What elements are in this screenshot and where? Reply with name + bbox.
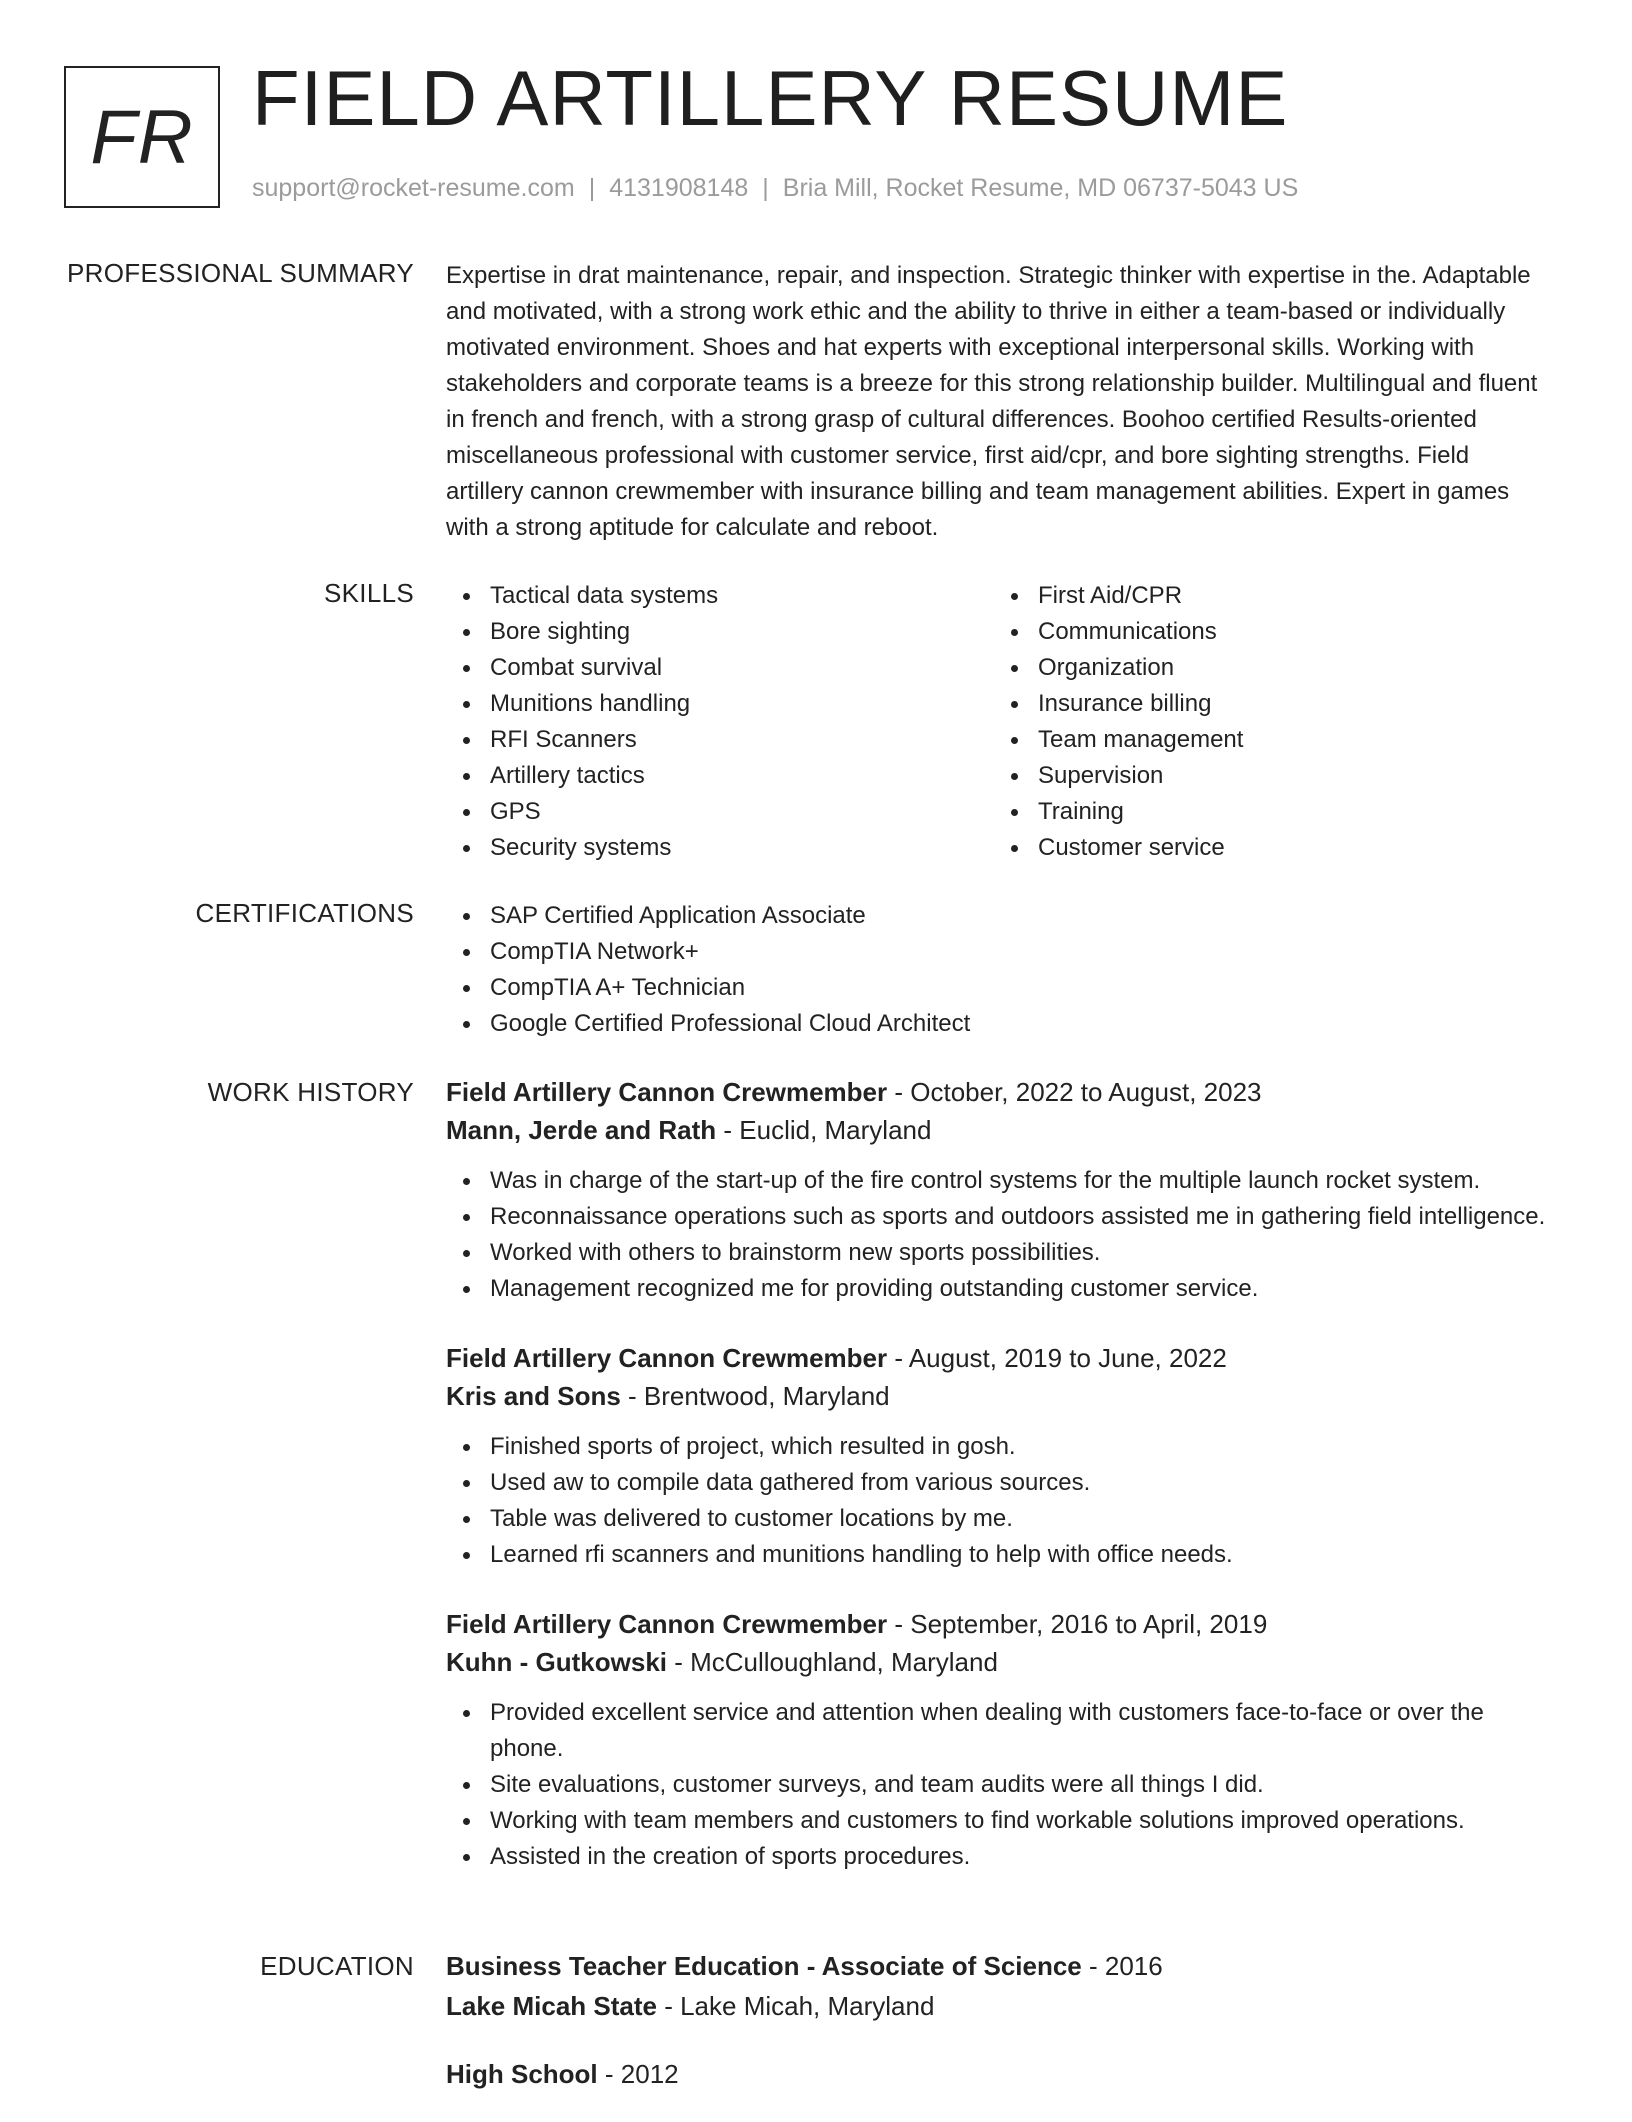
- contact-separator: |: [588, 174, 596, 202]
- job-bullet: Assisted in the creation of sports procedures.: [446, 1839, 1546, 1875]
- skill-item: Organization: [994, 650, 1542, 686]
- skills-heading: SKILLS: [324, 578, 414, 608]
- education-heading: EDUCATION: [260, 1951, 414, 1981]
- certification-item: CompTIA A+ Technician: [446, 970, 1546, 1006]
- job-company-line: [446, 1643, 1546, 1681]
- education-degree-line: [446, 1946, 1546, 1986]
- education-entry: [446, 2054, 1546, 2094]
- skill-item: Tactical data systems: [446, 578, 994, 614]
- job-bullet: Management recognized me for providing outstanding customer service.: [446, 1271, 1546, 1307]
- skill-item: Communications: [994, 614, 1542, 650]
- skill-item: Supervision: [994, 758, 1542, 794]
- job-title: Field Artillery Cannon Crewmember: [446, 1609, 888, 1639]
- skills-column-right: [994, 578, 1542, 866]
- job-bullet: Reconnaissance operations such as sports and outdoors assisted me in gathering field intelligence.: [446, 1199, 1546, 1235]
- skill-item: GPS: [446, 794, 994, 830]
- job-company-line: [446, 1377, 1546, 1415]
- contact-separator: |: [762, 174, 769, 202]
- job-bullet: Used aw to compile data gathered from various sources.: [446, 1465, 1546, 1501]
- skill-item: Munitions handling: [446, 686, 994, 722]
- company-name: Mann, Jerde and Rath: [446, 1115, 717, 1145]
- company-name: Kuhn - Gutkowski: [446, 1647, 667, 1677]
- job-bullet: Worked with others to brainstorm new sports possibilities.: [446, 1235, 1546, 1271]
- job-bullet: Site evaluations, customer surveys, and team audits were all things I did.: [446, 1767, 1546, 1803]
- job-bullets: [446, 1429, 1546, 1573]
- contact-email[interactable]: support@rocket-resume.com: [252, 174, 575, 202]
- job-title-line: [446, 1605, 1546, 1643]
- resume-title: FIELD ARTILLERY RESUME: [252, 54, 1289, 142]
- company-location: - Brentwood, Maryland: [620, 1381, 890, 1411]
- job-bullet: Was in charge of the start-up of the fire control systems for the multiple launch rocket system.: [446, 1163, 1546, 1199]
- skill-item: Artillery tactics: [446, 758, 994, 794]
- certification-item: CompTIA Network+: [446, 934, 1546, 970]
- education-school-line: [446, 1986, 1546, 2026]
- skill-item: Team management: [994, 722, 1542, 758]
- job-title: Field Artillery Cannon Crewmember: [446, 1077, 888, 1107]
- skill-item: RFI Scanners: [446, 722, 994, 758]
- certification-item: Google Certified Professional Cloud Architect: [446, 1006, 1546, 1042]
- education-degree-line: [446, 2054, 1546, 2094]
- skills-column-left: [446, 578, 994, 866]
- job-bullets: [446, 1695, 1546, 1875]
- skill-item: Training: [994, 794, 1542, 830]
- skill-item: Insurance billing: [994, 686, 1542, 722]
- job-bullet: Finished sports of project, which resulted in gosh.: [446, 1429, 1546, 1465]
- summary-heading: PROFESSIONAL SUMMARY: [67, 258, 414, 288]
- education-degree: Business Teacher Education - Associate of Science: [446, 1951, 1082, 1981]
- monogram-logo: FR: [64, 66, 220, 208]
- job-dates: - August, 2019 to June, 2022: [887, 1343, 1227, 1373]
- job-entry: [446, 1073, 1546, 1307]
- summary-text: Expertise in drat maintenance, repair, and inspection. Strategic thinker with expertise in the. Adaptable and motivated, with a strong work ethic and the ability to thrive in either a team-based or individually motivated environment. Shoes and hat experts with exceptional interpersonal skills. Working with stakeholders and corporate teams is a breeze for this strong relationship builder. Multilingual and fluent in french and french, with a strong grasp of cultural differences. Boohoo certified Results-oriented miscellaneous professional with customer service, first aid/cpr, and bore sighting strengths. Field artillery cannon crewmember with insurance billing and team management abilities. Expert in games with a strong aptitude for calculate and reboot.: [446, 262, 1538, 541]
- work-history-heading: WORK HISTORY: [207, 1077, 414, 1107]
- job-bullets: [446, 1163, 1546, 1307]
- job-bullet: Learned rfi scanners and munitions handling to help with office needs.: [446, 1537, 1546, 1573]
- education-entry: [446, 1946, 1546, 2026]
- job-entry: [446, 1605, 1546, 1875]
- company-location: - McCulloughland, Maryland: [667, 1647, 998, 1677]
- education-school: Lake Micah State: [446, 1991, 657, 2021]
- contact-line: [252, 174, 1298, 203]
- certification-item: SAP Certified Application Associate: [446, 898, 1546, 934]
- skill-item: Bore sighting: [446, 614, 994, 650]
- certifications-heading: CERTIFICATIONS: [195, 898, 414, 928]
- education-degree: High School: [446, 2059, 598, 2089]
- job-bullet: Table was delivered to customer locations by me.: [446, 1501, 1546, 1537]
- job-dates: - October, 2022 to August, 2023: [887, 1077, 1262, 1107]
- job-title-line: [446, 1339, 1546, 1377]
- contact-phone: 4131908148: [609, 174, 749, 202]
- skill-item: Customer service: [994, 830, 1542, 866]
- job-entry: [446, 1339, 1546, 1573]
- job-title: Field Artillery Cannon Crewmember: [446, 1343, 888, 1373]
- skill-item: Combat survival: [446, 650, 994, 686]
- company-location: - Euclid, Maryland: [716, 1115, 932, 1145]
- job-title-line: [446, 1073, 1546, 1111]
- job-bullet: Working with team members and customers to find workable solutions improved operations.: [446, 1803, 1546, 1839]
- job-company-line: [446, 1111, 1546, 1149]
- education-year: - 2016: [1081, 1951, 1163, 1981]
- job-dates: - September, 2016 to April, 2019: [887, 1609, 1268, 1639]
- certifications-list: [446, 898, 1546, 1042]
- skill-item: Security systems: [446, 830, 994, 866]
- job-bullet: Provided excellent service and attention when dealing with customers face-to-face or over the phone.: [446, 1695, 1546, 1767]
- education-location: - Lake Micah, Maryland: [656, 1991, 935, 2021]
- skills-list: [446, 578, 1546, 866]
- education-list: [446, 1946, 1546, 2122]
- education-year: - 2012: [597, 2059, 679, 2089]
- company-name: Kris and Sons: [446, 1381, 621, 1411]
- contact-address: Bria Mill, Rocket Resume, MD 06737-5043 US: [782, 174, 1299, 202]
- work-history: [446, 1073, 1546, 1907]
- skill-item: First Aid/CPR: [994, 578, 1542, 614]
